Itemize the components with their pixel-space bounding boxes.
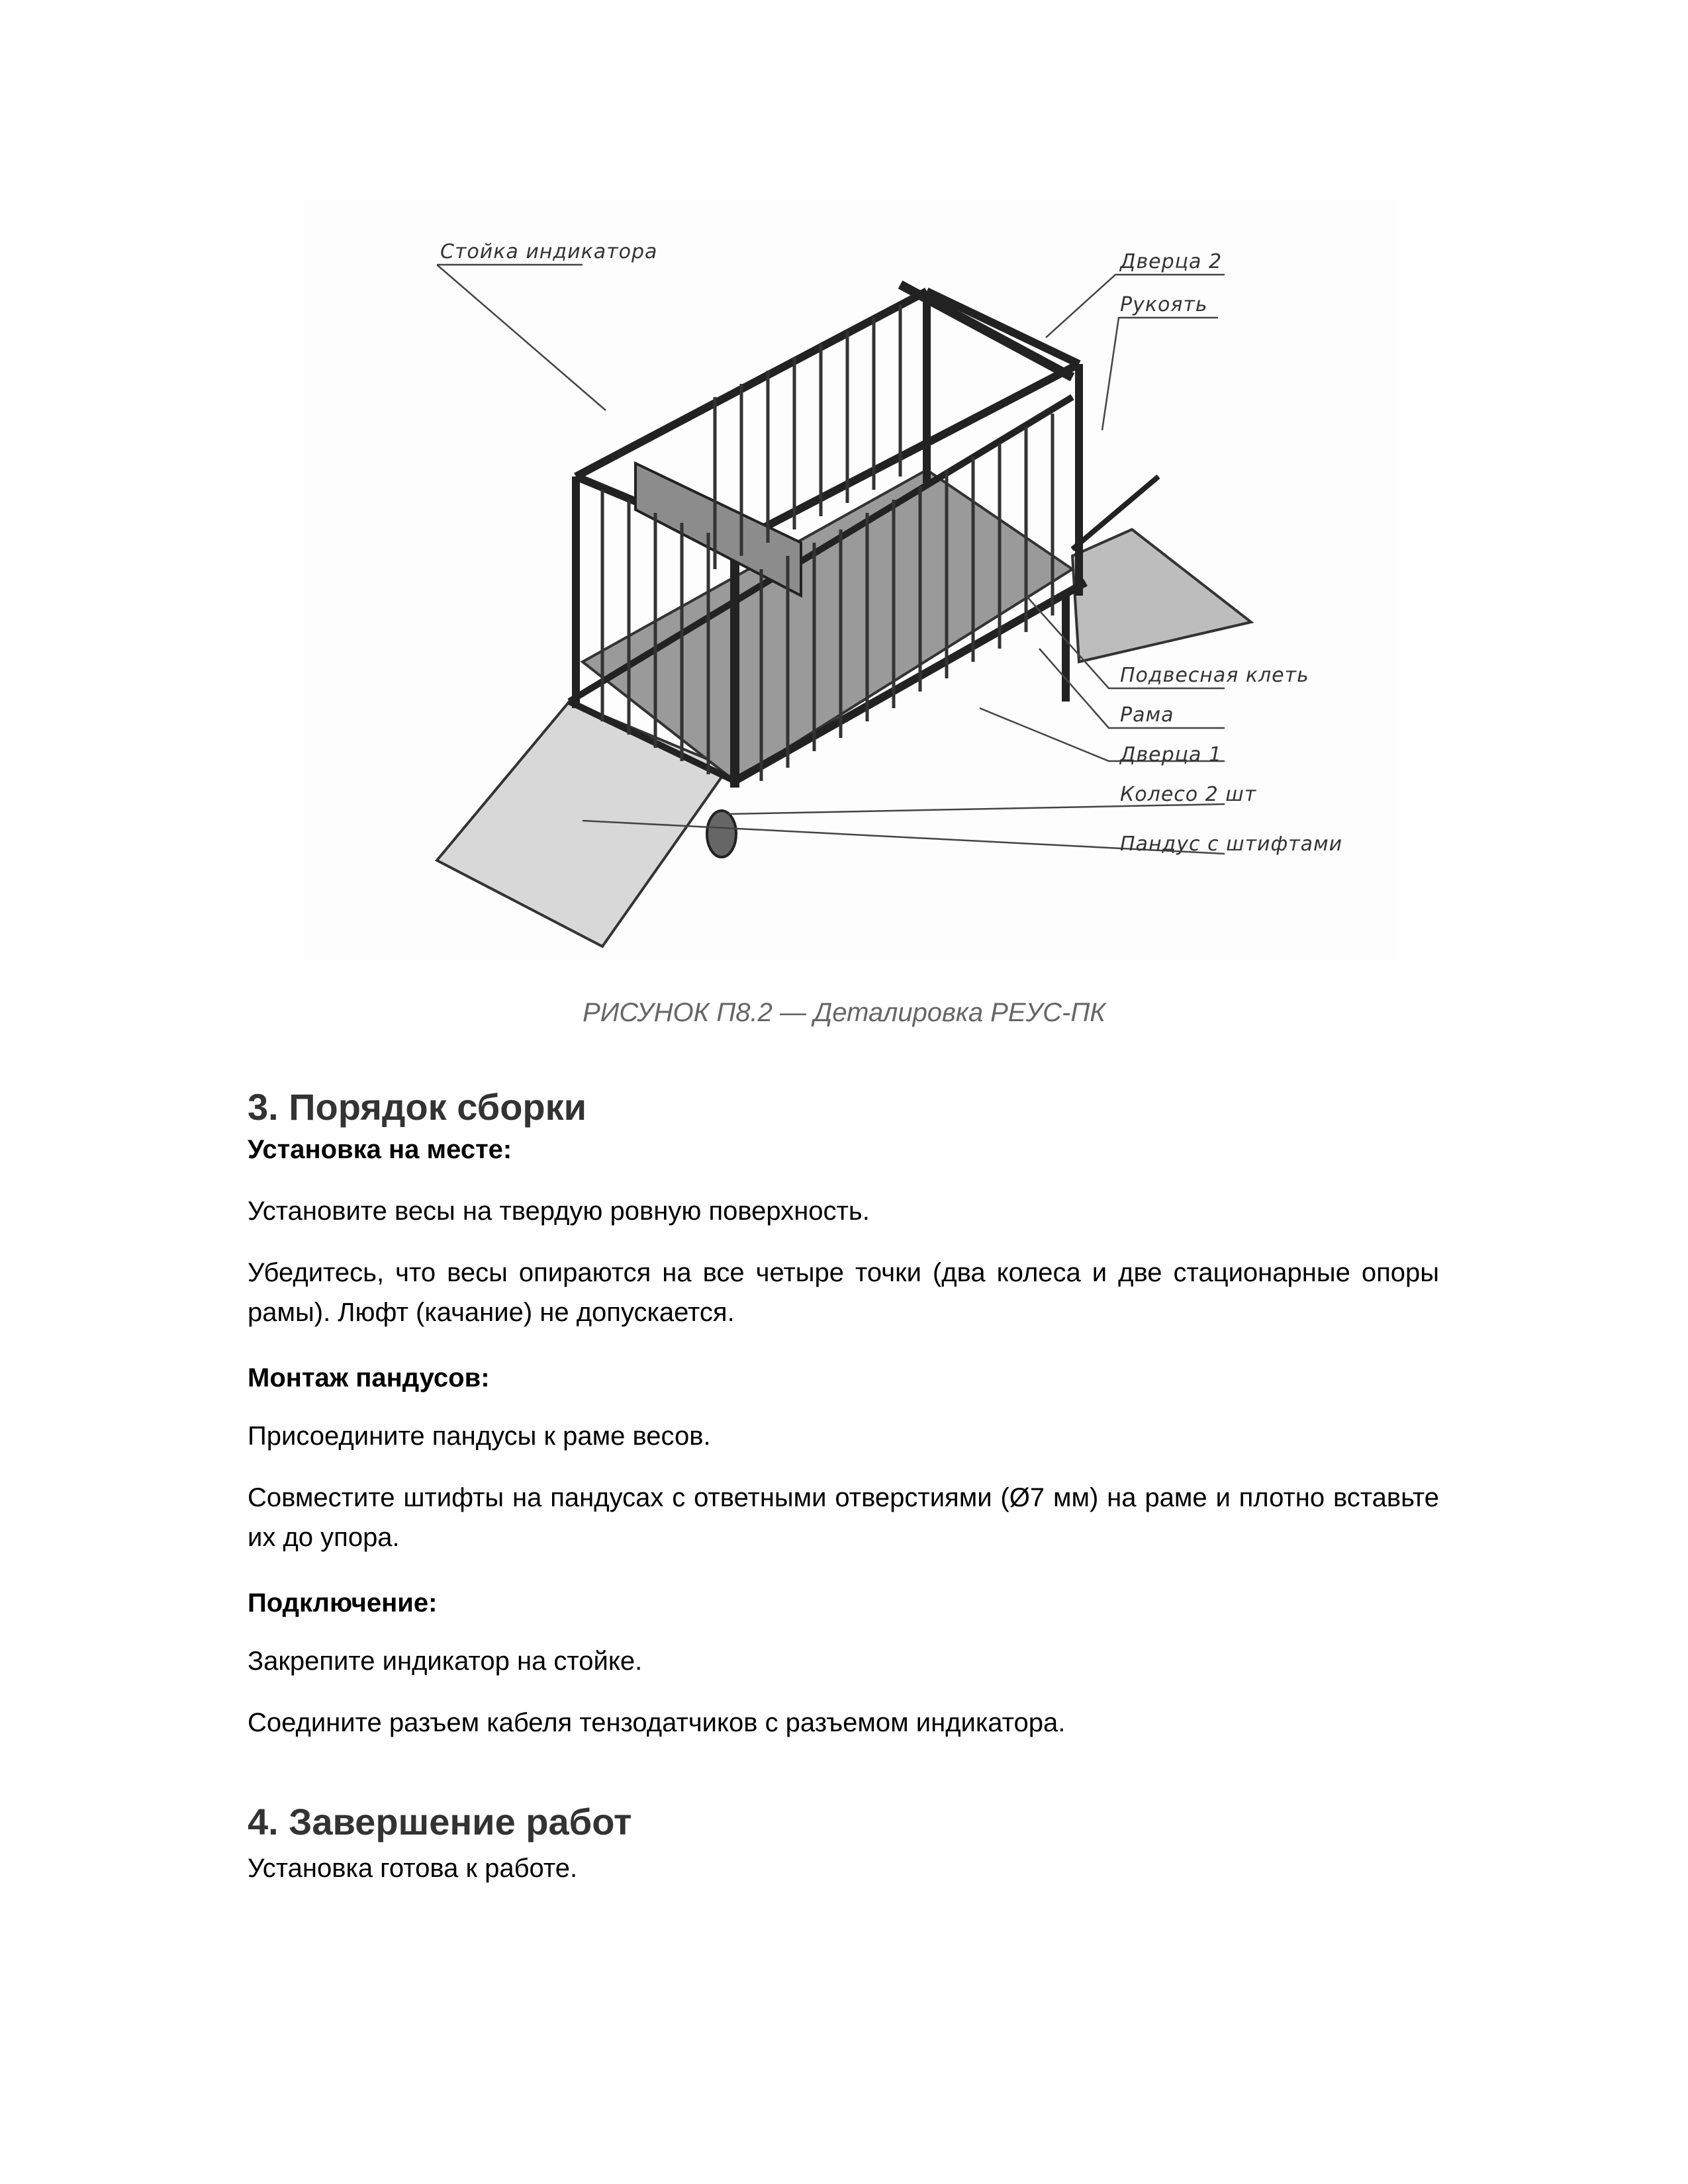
- section-3-title: 3. Порядок сборки: [248, 1086, 587, 1128]
- section-4-title: 4. Завершение работ: [248, 1801, 632, 1843]
- callout-wheel: Колесо 2 шт: [1120, 783, 1257, 806]
- cage-drawing: [305, 199, 1397, 960]
- paragraph-installation-2: Убедитесь, что весы опираются на все четыре точки (два колеса и две стационарные опоры рамы). Люфт (качание) не допускается.: [248, 1258, 1439, 1327]
- paragraph-connection-2: Соедините разъем кабеля тензодатчиков с разъемом индикатора.: [248, 1708, 1066, 1737]
- callout-door-1: Дверца 1: [1120, 743, 1223, 766]
- paragraph-connection-1: Закрепите индикатор на стойке.: [248, 1647, 643, 1676]
- paragraph-completion: Установка готова к работе.: [248, 1854, 578, 1883]
- paragraph-ramps-1: Присоедините пандусы к раме весов.: [248, 1422, 711, 1451]
- indicator-board: [635, 463, 801, 596]
- subsection-ramps-title: Монтаж пандусов:: [248, 1363, 490, 1392]
- callout-suspended-cage: Подвесная клеть: [1120, 664, 1309, 687]
- callout-handle: Рукоять: [1120, 293, 1208, 316]
- figure-caption: РИСУНОК П8.2 — Деталировка РЕУС-ПК: [583, 998, 1105, 1027]
- subsection-connection-title: Подключение:: [248, 1588, 438, 1617]
- callout-door-2: Дверца 2: [1120, 250, 1223, 273]
- callout-ramp-with-pins: Пандус с штифтами: [1120, 833, 1343, 856]
- callout-frame: Рама: [1120, 704, 1174, 727]
- subsection-installation-title: Установка на месте:: [248, 1135, 512, 1164]
- rear-ramp: [1072, 529, 1251, 662]
- callout-indicator-stand: Стойка индикатора: [440, 240, 658, 263]
- paragraph-ramps-2: Совместите штифты на пандусах с ответными отверстиями (Ø7 мм) на раме и плотно вставьте их до упора.: [248, 1483, 1439, 1552]
- paragraph-installation-1: Установите весы на твердую ровную поверхность.: [248, 1197, 870, 1226]
- wheel-shape: [707, 811, 736, 857]
- scale-cage-illustration: [305, 199, 1397, 960]
